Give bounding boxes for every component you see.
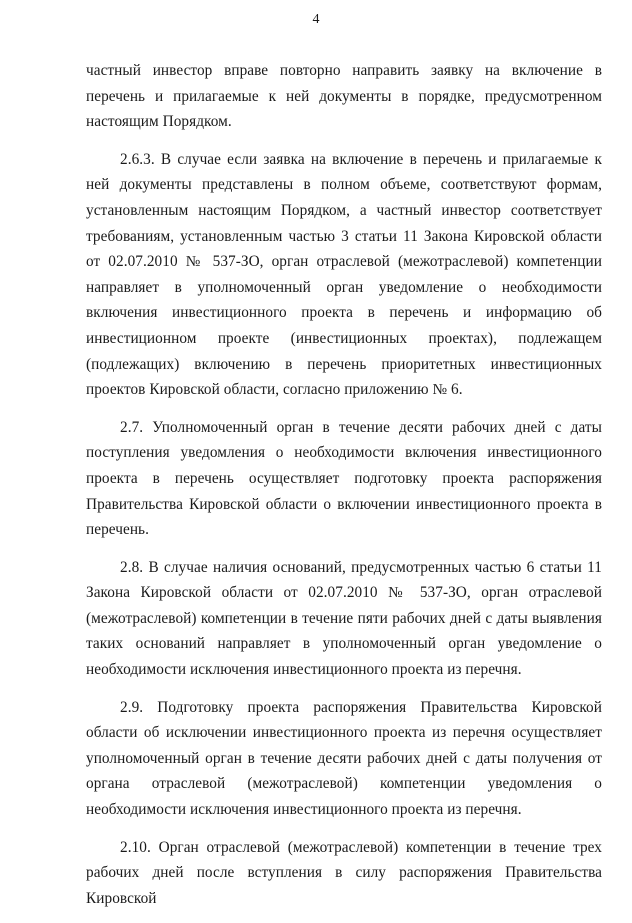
paragraph-2-7: 2.7. Уполномоченный орган в течение десяти рабочих дней с даты поступления уведомления о необходимости включения инвестиционного проекта в перечень осуществляет подготовку проекта распоряжения Правительства Кировской области о включении инвестиционного проекта в перечень. [86, 418, 602, 539]
paragraph-continuation: частный инвестор вправе повторно направить заявку на включение в перечень и прилагаемые к ней документы в порядке, предусмотренном настоящим Порядком. [86, 62, 602, 131]
paragraph-2-6-3: 2.6.3. В случае если заявка на включение в перечень и прилагаемые к ней документы представлены в полном объеме, соответствуют формам, установленным настоящим Порядком, а частный инвестор соответствует требованиям, установленным частью 3 статьи 11 Закона Кировской области от 02.07.2010 № 537-ЗО, орган отраслевой (межотраслевой) компетенции направляет в уполномоченный орган уведомление о необходимости включения инвестиционного проекта в перечень и информацию об инвестиционном проекте (инвестиционных проектах), подлежащем (подлежащих) включению в перечень приоритетных инвестиционных проектов Кировской области, согласно приложению № 6. [86, 150, 602, 399]
page-number: 4 [312, 12, 320, 27]
paragraph-2-10: 2.10. Орган отраслевой (межотраслевой) компетенции в течение трех рабочих дней после вступления в силу распоряжения Правительства Кировской [86, 838, 602, 907]
paragraph-2-9: 2.9. Подготовку проекта распоряжения Правительства Кировской области об исключении инвестиционного проекта из перечня осуществляет уполномоченный орган в течение десяти рабочих дней с даты получения от органа отраслевой (межотраслевой) компетенции уведомления о необходимости исключения инвестиционного проекта из перечня. [86, 698, 602, 819]
document-body [86, 58, 602, 923]
paragraph-2-8: 2.8. В случае наличия оснований, предусмотренных частью 6 статьи 11 Закона Кировской области от 02.07.2010 № 537-ЗО, орган отраслевой (межотраслевой) компетенции в течение пяти рабочих дней с даты выявления таких оснований направляет в уполномоченный орган уведомление о необходимости исключения инвестиционного проекта из перечня. [86, 558, 602, 679]
